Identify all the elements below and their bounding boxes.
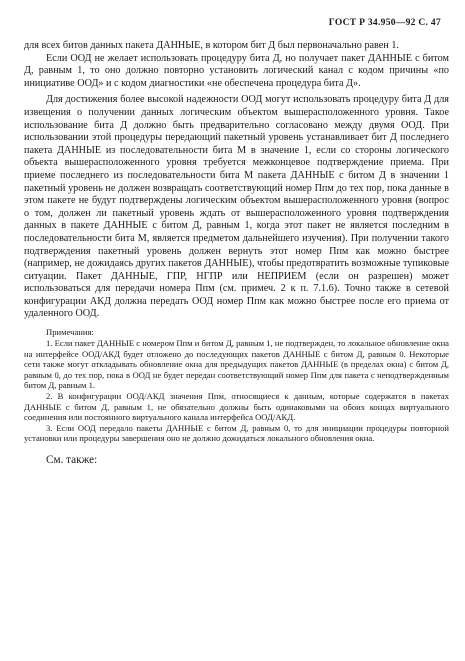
page-header: ГОСТ Р 34.950—92 С. 47 <box>328 18 441 28</box>
paragraph-ood-bit-d: Если ООД не желает использовать процедуру бита Д, но получает пакет ДАННЫЕ с битом Д, равным 1, то оно должно повторно установить логический канал с кодом причины «по инициативе ООД» и с кодом диагностики «не обеспечена процедура бита Д». <box>24 52 449 89</box>
see-also-heading: См. также: <box>46 454 98 466</box>
paragraph-continuation: для всех битов данных пакета ДАННЫЕ, в котором бит Д был первоначально равен 1. <box>24 40 399 51</box>
note-1: 1. Если пакет ДАННЫЕ с номером Ппм и битом Д, равным 1, не подтвержден, то локальное обновление окна на интерфейсе ООД/АКД будет отложено до последующих пакетов ДАННЫЕ с битом Д, равным 0. Некоторые сети также могут откладывать обновление окна для предыдущих пакетов ДАННЫЕ (в пределах окна) с битом Д, равным 0, до тех пор, пока в ООД не будет передан соответствующий номер Ппм для пакета с неподтвержденным битом Д, равным 1. <box>24 338 449 391</box>
note-2: 2. В конфигурации ООД/АКД значения Ппм, относящиеся к данным, которые содержатся в пакетах ДАННЫЕ с битом Д, равным 1, не обязательно должны быть одинаковыми на обоих концах виртуального соединения или постоянного виртуального канала интерфейса ООД/АКД. <box>24 391 449 423</box>
note-3: 3. Если ООД передало пакеты ДАННЫЕ с битом Д, равным 0, то для инициации процедуры повторной установки или процедуры завершения оно не должно дожидаться локального обновления окна. <box>24 422 449 444</box>
notes-title: Примечания: <box>46 327 94 338</box>
paragraph-reliability: Для достижения более высокой надежности ООД могут использовать процедуру бита Д для извещения о получении данных логическим объектом вышерасположенного уровня. Такое использование бита Д должно быть предварительно согласовано между двумя ООД. При использовании этой процедуры передающий пакетный уровень устанавливает бит Д последнего пакета ДАННЫЕ из последовательности бита М в значение 1, если со стороны логического объекта вышерасположенного уровня требуется межконцевое подтверждение приема. При приеме последнего из последовательности бита М пакета ДАННЫЕ с битом Д в значении 1 пакетный уровень не должен возвращать соответствующий номер Ппм до тех пор, пока данные в этом пакете не будут подтверждены логическим объектом вышерасположенного уровня (вопрос о том, должен ли пакетный уровень ждать от вышерасположенного уровня подтверждения данных в пакете ДАННЫЕ с битом Д, равным 1, когда этот пакет не является последним в последовательности бита М, является предметом дальнейшего изучения). При получении такого подтверждения пакетный уровень должен вернуть этот номер Ппм как можно быстрее (например, не дожидаясь других пакетов ДАННЫЕ), чтобы предотвратить возможные тупиковые ситуации. Пакет ДАННЫЕ, ГПР, НГПР или НЕПРИЕМ (если он разрешен) может использоваться для передачи номера Ппм (см. примеч. 2 к п. 7.1.6). Точно также в сетевой конфигурации АКД должна передать ООД номер Ппм как можно быстрее после его приема от удаленного ООД. <box>24 94 449 320</box>
